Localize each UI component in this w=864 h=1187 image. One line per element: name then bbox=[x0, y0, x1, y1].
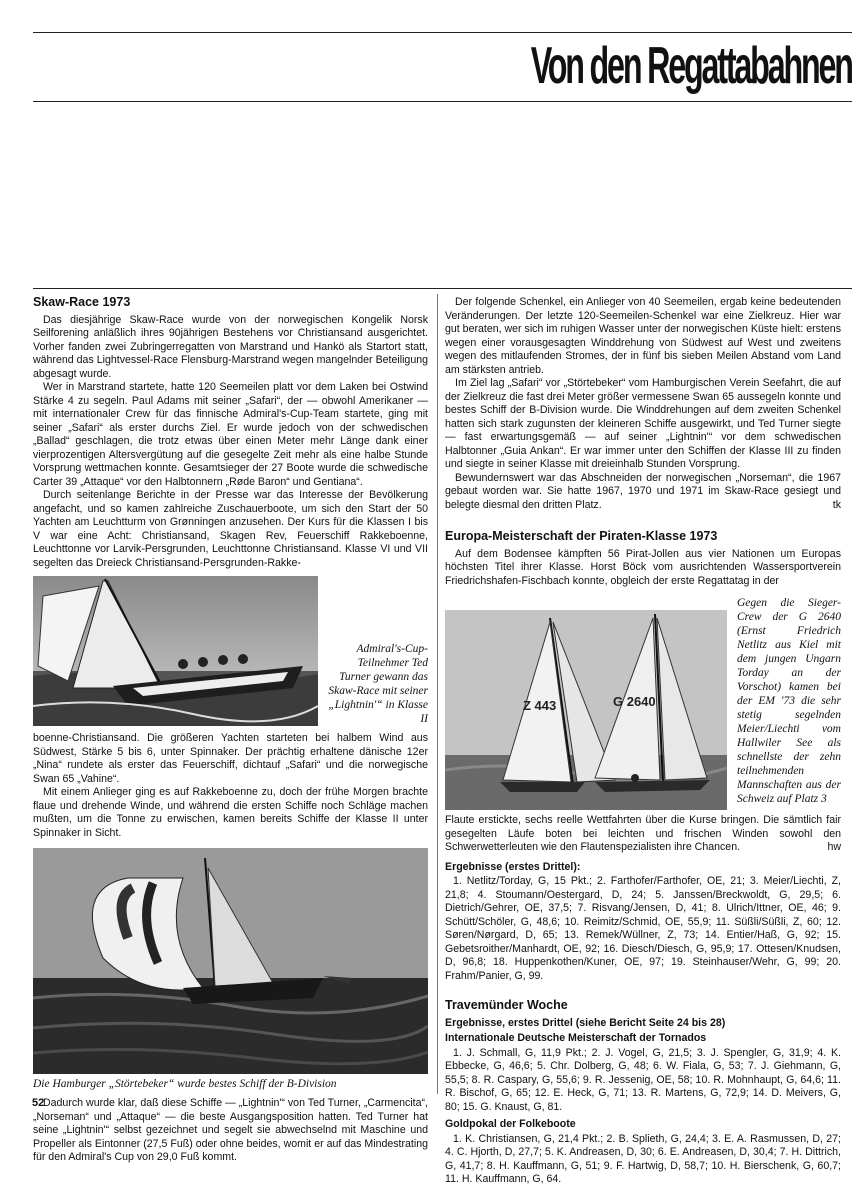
photo-block-1 bbox=[33, 576, 428, 726]
piraten-paragraph-1: Auf dem Bodensee kämpften 56 Pirat-Jollen aus vier Nationen um Europas höchsten Titel ihrer Klasse. Horst Böck vom ausrichtenden Wassersportverein Friedrichshafen-Fischbach konnte, obgleich der erste Regattatag in der bbox=[445, 547, 841, 587]
lightnin-photo bbox=[33, 576, 318, 726]
tornado-results: 1. J. Schmall, G, 11,9 Pkt.; 2. J. Vogel, G, 21,5; 3. J. Spengler, G, 31,9; 4. K. Ebbecke, G, 46,6; 5. Chr. Dolberg, G, 48; 6. W. Fiala, G, 53; 7. J. Giehmann, G, 55,5; 8. R. Caspary, G, 55,6; 9. R. Jessenig, OE, 58; 10. R. Mohnhaupt, G, 64,6; 11. R. Bischof, G, 65; 12. E. Heck, G, 71; 13. R. Martens, G, 72,9; 14. D. Meivers, G, 80; 15. G. Knaust, G, 81. bbox=[445, 1046, 841, 1113]
skaw-paragraph-2: Wer in Marstrand startete, hatte 120 Seemeilen platt vor dem Laken bei Ostwind Stärke 4 zu segeln. Paul Adams mit seiner „Safari“, der — obwohl Amerikaner — mit internationaler Crew für das finnische Admiral's-Cup-Team startete, ging mit seiner „Safari“ als erster durchs Ziel. Er wurde jedoch von der schwedischen „Ballad“ geschlagen, die trotz etwas über einen Meter mehr Länge dank einer vierprozentigen Altersvergütung auf die gesegelte Zeit mehr als eine halbe Stunde Vorsprung wettmachen konnte. Gesamtsieger der 27 Boote wurde die schwedische Carter 39 „Attaque“ vor den Halbtonnern „Røde Baron“ und Gentiana“. bbox=[33, 381, 428, 488]
skaw-paragraph-6: Dadurch wurde klar, daß diese Schiffe — „Lightnin'“ von Ted Turner, „Carmencita“, „Norseman“ und „Attaque“ — die beste Ausgangsposition hatten. Ted Turner hat seine „Lightnin'“ selbst gezeichnet und segelt sie abwechselnd mit Maschine und Propeller als Eintonner (27,5 Fuß) oder ohne beides, womit er auf das Mindestrating für den Admiral's Cup von 29,0 Fuß kommt. bbox=[33, 1097, 428, 1163]
skaw-paragraph-1: Das diesjährige Skaw-Race wurde von der norwegischen Kongelik Norsk Seilforening anläßlich ihres 90jährigen Bestehens vor Christiansand ausgerichtet. Vorher fanden zwei Zubringerregatten von Marstrand und Hankö als Startort statt, während das Lightvessel-Race Flensburg-Marstrand wegen mangelnder Beteiligung abgesagt wurde. bbox=[33, 313, 428, 380]
column-divider bbox=[437, 294, 438, 1094]
piraten-paragraph-2 bbox=[445, 814, 841, 855]
skaw-paragraph-9 bbox=[445, 472, 841, 513]
piraten-paragraph-2-text: Flaute erstickte, sechs reelle Wettfahrten über die Kurse bringen. Die sämtlich fair gesegelten Läufe boten bei leichten und frischen Winden sowohl den Schwerwetterleuten wie den Flautenspezialisten ihre Chancen. bbox=[445, 814, 841, 853]
piraten-heading: Europa-Meisterschaft der Piraten-Klasse 1973 bbox=[445, 529, 718, 543]
piraten-results-heading: Ergebnisse (erstes Drittel): bbox=[445, 860, 581, 873]
skaw-heading: Skaw-Race 1973 bbox=[33, 295, 131, 309]
column-top-rule bbox=[33, 288, 852, 289]
folkeboot-results: 1. K. Christiansen, G, 21,4 Pkt.; 2. B. Splieth, G, 24,4; 3. E. A. Rasmussen, D, 27; 4. C. Hjorth, D, 27,7; 5. K. Andreasen, D, 30; 6. E. Andreasen, D, 30,4; 7. H. Dittrich, G, 41,7; 8. H. Kauffmann, G, 51; 9. F. Hartwig, D, 58,7; 10. H. Bierschenk, G, 60,7; 11. H. Kauffmann, G, 64. bbox=[445, 1132, 841, 1185]
skaw-author-sign: tk bbox=[832, 498, 841, 511]
skaw-paragraph-9-text: Bewundernswert war das Abschneiden der norwegischen „Norseman“, die 1967 gebaut worden war. Sie hatte 1967, 1970 und 1971 im Skaw-Race gesiegt und belegte diesmal den dritten Platz. bbox=[445, 471, 841, 511]
sail-number-2: G 2640 bbox=[613, 694, 656, 709]
piraten-author-sign: hw bbox=[827, 841, 841, 853]
right-column bbox=[445, 296, 841, 1187]
left-column bbox=[33, 296, 428, 1165]
travemuende-heading: Travemünder Woche bbox=[445, 998, 568, 1012]
tornado-heading: Internationale Deutsche Meisterschaft der Tornados bbox=[445, 1032, 707, 1044]
stoertebeker-caption: Die Hamburger „Störtebeker“ wurde bestes Schiff der B-Division bbox=[33, 1078, 337, 1090]
photo-block-2 bbox=[445, 596, 841, 810]
piraten-results: 1. Netlitz/Torday, G, 15 Pkt.; 2. Farthofer/Farthofer, OE, 21; 3. Meier/Liechti, Z, 21,8; 4. Stoumann/Oestergard, D, 24; 5. Janssen/Breckwoldt, G, 29,5; 6. Dietrich/Gehrer, OE, 37,5; 7. Risvang/Jensen, D, 41; 8. Ulrich/Ittner, OE, 46; 9. Schütt/Schöler, G, 48,6; 10. Reimitz/Schmid, OE, 55,9; 11. Süßli/Süßli, Z, 60; 12. Søren/Nørgard, D, 65; 13. Remek/Wüllner, Z, 73; 14. Entier/Haß, G, 92; 15. Gebetsroither/Manhardt, OE, 92; 16. Diesch/Diesch, G, 95,9; 17. Ottesen/Knudsen, D, 96,8; 18. Huppenkothen/Kuner, OE, 97; 19. Steinhauser/Wehr, G, 99; 20. Frahm/Panier, G, 99. bbox=[445, 875, 841, 982]
lightnin-caption: Admiral's-Cup-Teilnehmer Ted Turner gewann das Skaw-Race mit seiner „Lightnin'“ in Klasse II bbox=[328, 643, 428, 725]
piraten-caption: Gegen die Sieger-Crew der G 2640 (Ernst Friedrich Netlitz aus Kiel mit dem jungen Ungarn Torday an der Vorschot) kamen bei der EM '73 die sehr stetig segelnden Meier/Liechti vom Hallwiler See als schnellste der zehn teilnehmenden Mannschaften aus der Schweiz auf Platz 3 bbox=[737, 597, 841, 805]
stoertebeker-photo bbox=[33, 848, 428, 1074]
travemuende-intro: Ergebnisse, erstes Drittel (siehe Bericht Seite 24 bis 28) bbox=[445, 1016, 726, 1029]
skaw-paragraph-3: Durch seitenlange Berichte in der Presse war das Interesse der Bevölkerung angefacht, und so kamen zahlreiche Zuschauerboote, um sich den Start der 50 Yachten am Leuchtturm von Grønningen anzusehen. Der Kurs für die Klassen I bis V war eine Acht: Christiansand, Skagen Rev, Feuerschiff Rakkeboenne, Leuchttonne vor Larvik-Persgrunden, Leuchttonne Christiansand. Klasse VI und VII segelten das Dreieck Christiansand-Persgrunden-Rakke- bbox=[33, 489, 428, 569]
skaw-paragraph-4: boenne-Christiansand. Die größeren Yachten starteten bei halbem Wind aus Südwest, Stärke 5 bis 6, unter Spinnaker. Der prächtig erhaltene dänische 12er „Nina“ rundete als erster das Feuerschiff, dichtauf „Safari“ und die norwegische Swan 65 „Vahine“. bbox=[33, 732, 428, 785]
skaw-paragraph-5: Mit einem Anlieger ging es auf Rakkeboenne zu, doch der frühe Morgen brachte flaue und drehende Winde, und während die ersten Schiffe noch Schläge machen mußten, um die Tonne zu erwischen, kamen bereits Schiffe der Klasse II unter Spinnaker in Sicht. bbox=[33, 786, 428, 839]
page-number: 52 bbox=[32, 1097, 45, 1109]
sail-number-1: Z 443 bbox=[523, 698, 557, 713]
skaw-paragraph-8: Im Ziel lag „Safari“ vor „Störtebeker“ vom Hamburgischen Verein Seefahrt, die auf der Zielkreuz die fast drei Meter größer vermessene Swan 65 aussegeln konnte und bestes Schiff der B-Division wurde. Die Winddrehungen auf dem zweiten Schenkel hatten sich stark zugunsten der kleineren Schiffe ausgewirkt, und Ted Turner siegte — fast erwartungsgemäß — auf seiner „Lightnin'“ vor dem schwedischen Halbtonner „Guia Ankan“. Er war immer unter den Schiffen der Klasse III zu finden und siegte in seiner Klasse mit dreieinhalb Stunden Vorsprung. bbox=[445, 377, 841, 470]
skaw-paragraph-7: Der folgende Schenkel, ein Anlieger von 40 Seemeilen, ergab keine bedeutenden Veränderungen. Der letzte 120-Seemeilen-Schenkel war eine Zielkreuz. Hier war gut beraten, wer sich im ruhigen Wasser unter der norwegischen Küste hielt: erstens wegen einer vorausgesagten Winddrehung von Südwest auf West und zweitens wegen des mitlaufenden Stromes, der in fünf bis sieben Meilen Abstand vom Land am stärksten antrieb. bbox=[445, 296, 841, 376]
folkeboot-heading: Goldpokal der Folkeboote bbox=[445, 1118, 576, 1130]
page-title: Von den Regattabahnen bbox=[530, 37, 852, 95]
masthead bbox=[448, 30, 852, 104]
piraten-photo bbox=[445, 610, 727, 810]
